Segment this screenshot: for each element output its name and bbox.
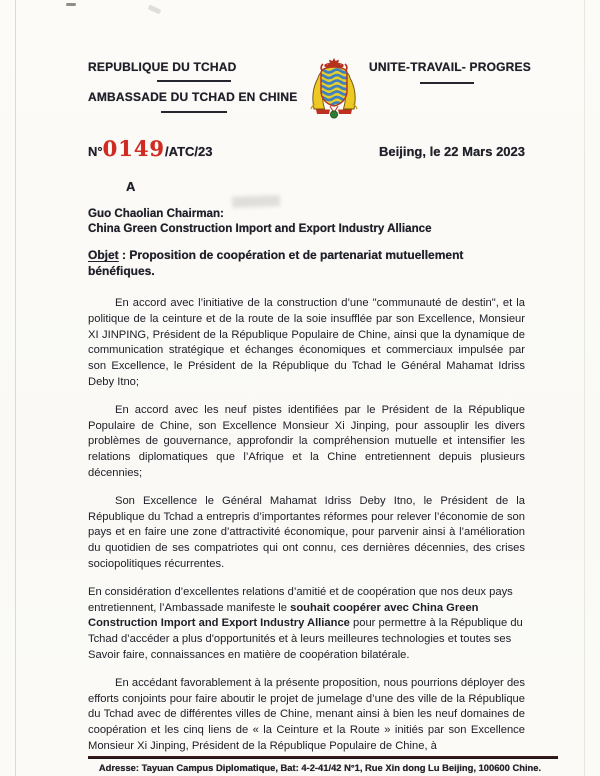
divider <box>420 82 474 84</box>
ref-prefix: N° <box>88 144 103 159</box>
letterhead-left <box>88 60 299 121</box>
divider <box>161 111 227 113</box>
footer-address: Adresse: Tayuan Campus Diplomatique, Bat: 4-2-41/42 N°1, Rue Xin dong Lu Beijing, 100600 Chine. <box>98 762 542 773</box>
subject-text: Proposition de coopération et de partenariat mutuellement bénéfiques. <box>88 248 464 278</box>
motto: UNITE-TRAVAIL- PROGRES <box>369 60 531 74</box>
paragraph-1: En accord avec l’initiative de la construction d’une "communauté de destin", et la politique de la ceinture et de la route de la soie insufflée par son Excellence, Monsieur XI JINPING, Président de la République Populaire de Chine, ainsi que la dynamique de communication stratégique et échanges économiques et commerciaux impulsée par son Excellence, le Président de la République du Tchad le Général Mahamat Idriss Deby Itno; <box>88 297 525 388</box>
letterhead-right <box>369 60 531 92</box>
letterhead <box>88 60 531 121</box>
addressee-block <box>88 207 525 236</box>
scan-speck <box>66 3 76 6</box>
paragraph-3: Son Excellence le Général Mahamat Idriss Deby Itno, le Président de la République du Tchad a entrepris d’importantes réformes pour relever l’économie de son pays et en faire une zone d’attractivité économique, pour parvenir ainsi à l’amélioration du quotidien de ses compatriotes qui ont connu, ces dernières décennies, des crises sociopolitiques récurrentes. <box>88 494 525 570</box>
paragraph-4 <box>88 585 525 664</box>
letter-body <box>88 296 525 758</box>
divider <box>157 80 231 82</box>
recipient-organization: China Green Construction Import and Export Industry Alliance <box>88 221 432 235</box>
place-date: Beijing, le 22 Mars 2023 <box>379 144 525 159</box>
reference-number <box>88 136 212 161</box>
scan-edge-line-right <box>584 0 585 776</box>
paragraph-4-lead: En considération d’excellentes relations d’amitié et de coopération que nos deux pays entretiennent, l’Ambassade manifeste le <box>88 585 513 614</box>
letter-content <box>88 60 531 752</box>
subject-separator: : <box>118 248 130 262</box>
footer-rule <box>88 756 558 759</box>
country-title: REPUBLIQUE DU TCHAD <box>88 60 237 74</box>
subject-label: Objet <box>88 248 119 262</box>
scan-mark <box>148 4 162 14</box>
paragraph-4-tail: pour permettre à la République du Tchad d’accéder a plus d'opportunités et à leurs meilleures technologies et toutes ses Savoir faire, connaissances en matière de coopération bilatérale. <box>88 617 523 661</box>
paragraph-2: En accord avec les neuf pistes identifiées par le Président de la République Populaire de Chine, son Excellence Monsieur Xi Jinping, pour assouplir les divers problèmes de gouvernance, approfondir la compréhension mutuelle et intensifier les relations diplomatiques que l’Afrique et la Chine entretiennent depuis plusieurs décennies; <box>88 403 525 479</box>
scan-edge-line-left <box>15 0 16 776</box>
chad-coat-of-arms-icon <box>299 58 369 120</box>
paragraph-5: En accédant favorablement à la présente proposition, nous pourrions déployer des efforts conjoints pour faire aboutir le projet de jumelage d’une des ville de la République du Tchad avec de différentes villes de Chine, menant ainsi à bien les neuf domaines de coopération et les cinq liens de « la Ceinture et la Route » initiés par son Excellence Monsieur Xi Jinping, Président de la République Populaire de Chine, à <box>88 676 525 752</box>
recipient-name: Guo Chaolian Chairman: <box>88 207 224 220</box>
paragraph-4-bold: souhait coopérer avec China Green Construction Import and Export Industry Alliance <box>88 601 479 630</box>
salutation: A <box>126 179 136 194</box>
reference-row <box>88 136 525 162</box>
embassy-title: AMBASSADE DU TCHAD EN CHINE <box>88 90 298 104</box>
ref-number-red: 0149 <box>102 136 166 161</box>
subject-line <box>88 247 518 279</box>
ref-suffix: /ATC/23 <box>165 144 213 159</box>
